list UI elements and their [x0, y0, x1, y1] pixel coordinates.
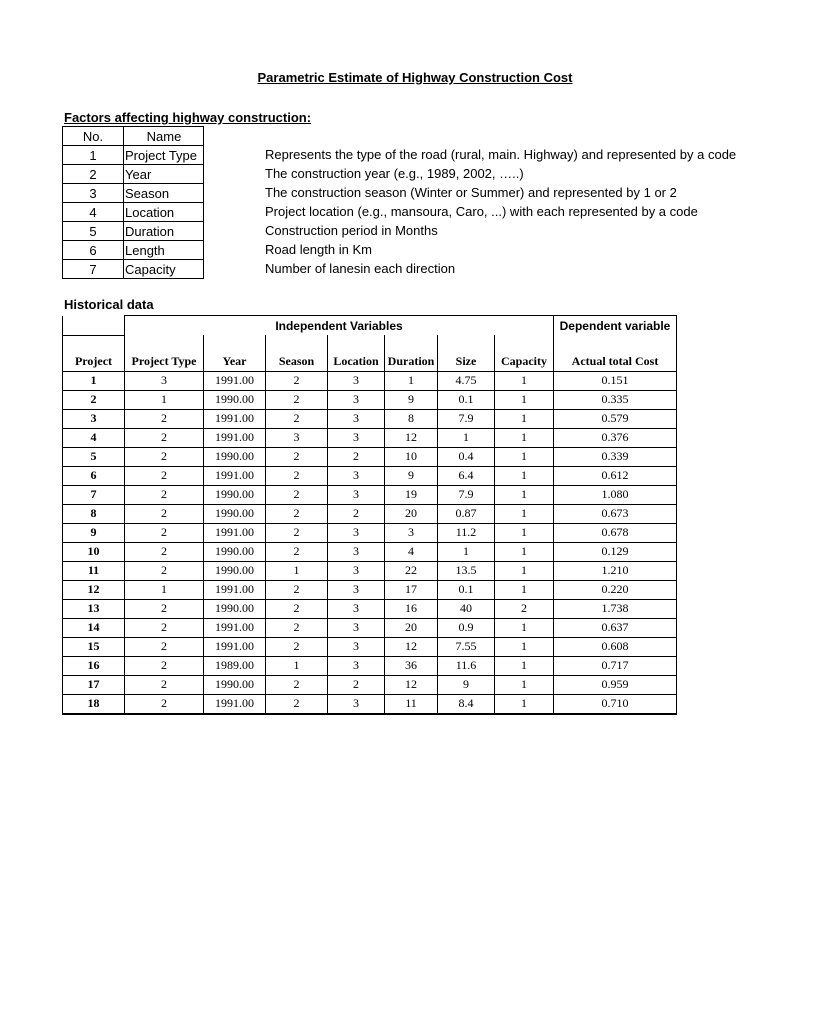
table-cell: 2 [266, 390, 328, 409]
table-row [63, 390, 677, 409]
table-cell: 1.080 [554, 485, 677, 504]
historical-header-row [63, 335, 677, 371]
factor-name: Capacity [124, 260, 204, 279]
table-cell: 1990.00 [204, 675, 266, 694]
table-cell: 13.5 [438, 561, 495, 580]
historical-heading: Historical data [64, 297, 154, 312]
project-number: 14 [63, 618, 125, 637]
table-cell: 3 [328, 466, 385, 485]
table-cell: 1990.00 [204, 485, 266, 504]
table-cell: 12 [385, 428, 438, 447]
table-cell: 1 [495, 466, 554, 485]
independent-variables-label: Independent Variables [125, 316, 554, 336]
table-cell: 0.9 [438, 618, 495, 637]
factors-col-no: No. [63, 127, 124, 146]
table-cell: 1 [495, 637, 554, 656]
table-cell: 1989.00 [204, 656, 266, 675]
table-cell: 22 [385, 561, 438, 580]
table-cell: 2 [125, 542, 204, 561]
table-row [63, 561, 677, 580]
table-cell: 2 [125, 409, 204, 428]
table-cell: 3 [328, 599, 385, 618]
table-cell: 2 [266, 504, 328, 523]
table-cell: 2 [125, 523, 204, 542]
factor-row [63, 241, 204, 260]
table-cell: 1 [438, 542, 495, 561]
factor-no: 6 [63, 241, 124, 260]
table-cell: 2 [266, 447, 328, 466]
factor-description: The construction year (e.g., 1989, 2002, …..) [265, 166, 524, 181]
table-cell: 2 [125, 504, 204, 523]
factor-no: 3 [63, 184, 124, 203]
project-number: 4 [63, 428, 125, 447]
factor-row [63, 203, 204, 222]
table-cell: 0.608 [554, 637, 677, 656]
factor-name: Year [124, 165, 204, 184]
table-cell: 1 [495, 371, 554, 390]
table-cell: 2 [125, 675, 204, 694]
table-cell: 1990.00 [204, 599, 266, 618]
page-title: Parametric Estimate of Highway Construction Cost [257, 70, 573, 85]
factor-name: Duration [124, 222, 204, 241]
table-cell: 2 [266, 466, 328, 485]
factors-table [62, 126, 204, 279]
table-cell: 17 [385, 580, 438, 599]
table-cell: 4.75 [438, 371, 495, 390]
table-cell: 2 [266, 599, 328, 618]
table-cell: 1991.00 [204, 371, 266, 390]
table-cell: 0.87 [438, 504, 495, 523]
table-cell: 1 [266, 656, 328, 675]
table-cell: 2 [266, 675, 328, 694]
table-row [63, 694, 677, 714]
project-number: 5 [63, 447, 125, 466]
table-cell: 1991.00 [204, 694, 266, 714]
column-header: Location [328, 335, 385, 371]
table-row [63, 656, 677, 675]
table-cell: 2 [125, 447, 204, 466]
historical-table [62, 315, 677, 715]
table-cell: 1 [495, 542, 554, 561]
table-cell: 1 [438, 428, 495, 447]
factor-description: Number of lanesin each direction [265, 261, 456, 276]
table-cell: 0.151 [554, 371, 677, 390]
table-cell: 1 [495, 618, 554, 637]
table-row [63, 447, 677, 466]
table-cell: 3 [266, 428, 328, 447]
factor-no: 1 [63, 146, 124, 165]
table-cell: 1.738 [554, 599, 677, 618]
table-row [63, 637, 677, 656]
column-header: Season [266, 335, 328, 371]
factor-row [63, 146, 204, 165]
table-cell: 3 [328, 523, 385, 542]
factor-description: Project location (e.g., mansoura, Caro, ...) with each represented by a code [265, 204, 698, 219]
table-cell: 9 [385, 390, 438, 409]
table-cell: 3 [385, 523, 438, 542]
table-cell: 1 [495, 409, 554, 428]
table-cell: 20 [385, 618, 438, 637]
factor-name: Season [124, 184, 204, 203]
factor-name: Project Type [124, 146, 204, 165]
table-cell: 2 [266, 580, 328, 599]
table-cell: 2 [328, 504, 385, 523]
factors-header-row [63, 127, 204, 146]
table-cell: 1 [495, 447, 554, 466]
table-cell: 7.9 [438, 485, 495, 504]
table-cell: 9 [385, 466, 438, 485]
table-cell: 4 [385, 542, 438, 561]
table-cell: 3 [328, 428, 385, 447]
table-cell: 1 [495, 561, 554, 580]
table-cell: 0.717 [554, 656, 677, 675]
table-cell: 2 [266, 618, 328, 637]
table-cell: 3 [328, 390, 385, 409]
project-number: 16 [63, 656, 125, 675]
table-cell: 12 [385, 637, 438, 656]
table-cell: 1991.00 [204, 428, 266, 447]
table-cell: 9 [438, 675, 495, 694]
table-cell: 2 [328, 447, 385, 466]
table-cell: 1991.00 [204, 409, 266, 428]
table-row [63, 523, 677, 542]
project-number: 17 [63, 675, 125, 694]
table-cell: 0.959 [554, 675, 677, 694]
column-header: Actual total Cost [554, 335, 677, 371]
table-cell: 3 [328, 542, 385, 561]
table-row [63, 580, 677, 599]
table-row [63, 618, 677, 637]
table-cell: 19 [385, 485, 438, 504]
table-cell: 2 [266, 523, 328, 542]
table-cell: 2 [125, 466, 204, 485]
table-cell: 0.710 [554, 694, 677, 714]
table-cell: 0.673 [554, 504, 677, 523]
factor-row [63, 260, 204, 279]
table-cell: 3 [328, 618, 385, 637]
table-cell: 2 [266, 371, 328, 390]
table-cell: 1991.00 [204, 580, 266, 599]
table-cell: 0.678 [554, 523, 677, 542]
table-cell: 0.579 [554, 409, 677, 428]
project-number: 12 [63, 580, 125, 599]
project-number: 3 [63, 409, 125, 428]
table-cell: 0.335 [554, 390, 677, 409]
table-cell: 0.339 [554, 447, 677, 466]
table-cell: 2 [266, 542, 328, 561]
table-cell: 1 [495, 504, 554, 523]
table-cell: 1 [266, 561, 328, 580]
table-cell: 2 [125, 485, 204, 504]
table-cell: 3 [328, 409, 385, 428]
table-cell: 12 [385, 675, 438, 694]
factor-descriptions [265, 145, 737, 278]
table-cell: 6.4 [438, 466, 495, 485]
factors-col-name: Name [124, 127, 204, 146]
table-cell: 2 [125, 618, 204, 637]
factors-heading: Factors affecting highway construction: [64, 110, 312, 125]
table-cell: 8.4 [438, 694, 495, 714]
table-cell: 16 [385, 599, 438, 618]
table-cell: 0.612 [554, 466, 677, 485]
table-cell: 1991.00 [204, 523, 266, 542]
table-cell: 1991.00 [204, 637, 266, 656]
project-number: 13 [63, 599, 125, 618]
table-cell: 1 [495, 656, 554, 675]
table-row [63, 371, 677, 390]
table-cell: 2 [266, 637, 328, 656]
factor-description: Construction period in Months [265, 223, 438, 238]
table-cell: 0.4 [438, 447, 495, 466]
project-number: 7 [63, 485, 125, 504]
table-cell: 1 [495, 523, 554, 542]
table-cell: 1990.00 [204, 447, 266, 466]
table-row [63, 485, 677, 504]
factor-description: Road length in Km [265, 242, 372, 257]
table-cell: 2 [266, 409, 328, 428]
table-cell: 0.220 [554, 580, 677, 599]
dependent-variable-label: Dependent variable [554, 316, 677, 336]
table-cell: 3 [328, 656, 385, 675]
project-number: 10 [63, 542, 125, 561]
table-cell: 8 [385, 409, 438, 428]
table-cell: 1990.00 [204, 542, 266, 561]
factor-name: Length [124, 241, 204, 260]
project-number: 18 [63, 694, 125, 714]
factor-description: The construction season (Winter or Summer) and represented by 1 or 2 [265, 185, 677, 200]
table-cell: 3 [328, 561, 385, 580]
table-cell: 1 [495, 675, 554, 694]
factor-no: 2 [63, 165, 124, 184]
column-header: Year [204, 335, 266, 371]
table-cell: 1 [125, 390, 204, 409]
table-cell: 0.1 [438, 580, 495, 599]
table-cell: 2 [266, 694, 328, 714]
table-cell: 1 [495, 390, 554, 409]
project-number: 1 [63, 371, 125, 390]
table-row [63, 466, 677, 485]
table-cell: 1 [495, 485, 554, 504]
table-cell: 0.129 [554, 542, 677, 561]
table-cell: 2 [125, 656, 204, 675]
variable-group-row [63, 316, 677, 336]
column-header: Project Type [125, 335, 204, 371]
table-cell: 2 [125, 428, 204, 447]
table-cell: 7.55 [438, 637, 495, 656]
factor-row [63, 184, 204, 203]
factor-no: 7 [63, 260, 124, 279]
table-cell: 10 [385, 447, 438, 466]
project-number: 8 [63, 504, 125, 523]
table-cell: 2 [125, 599, 204, 618]
table-row [63, 504, 677, 523]
project-number: 2 [63, 390, 125, 409]
factor-description: Represents the type of the road (rural, main. Highway) and represented by a code [265, 147, 737, 162]
factor-no: 4 [63, 203, 124, 222]
project-number: 11 [63, 561, 125, 580]
table-cell: 3 [328, 637, 385, 656]
table-cell: 36 [385, 656, 438, 675]
table-row [63, 542, 677, 561]
column-header: Size [438, 335, 495, 371]
table-row [63, 675, 677, 694]
table-cell: 0.637 [554, 618, 677, 637]
column-header: Capacity [495, 335, 554, 371]
table-cell: 11.6 [438, 656, 495, 675]
table-cell: 1 [125, 580, 204, 599]
table-cell: 1 [495, 428, 554, 447]
table-cell: 2 [266, 485, 328, 504]
table-cell: 0.1 [438, 390, 495, 409]
table-cell: 1990.00 [204, 504, 266, 523]
table-row [63, 599, 677, 618]
table-cell: 1 [495, 580, 554, 599]
table-cell: 2 [125, 561, 204, 580]
table-cell: 1990.00 [204, 561, 266, 580]
column-header: Project [63, 335, 125, 371]
project-number: 9 [63, 523, 125, 542]
table-cell: 0.376 [554, 428, 677, 447]
table-cell: 2 [125, 637, 204, 656]
project-number: 6 [63, 466, 125, 485]
column-header: Duration [385, 335, 438, 371]
table-row [63, 409, 677, 428]
factor-row [63, 222, 204, 241]
table-cell: 11 [385, 694, 438, 714]
table-cell: 3 [328, 694, 385, 714]
table-cell: 1991.00 [204, 618, 266, 637]
table-cell: 1.210 [554, 561, 677, 580]
factor-row [63, 165, 204, 184]
table-cell: 1991.00 [204, 466, 266, 485]
table-cell: 20 [385, 504, 438, 523]
table-row [63, 428, 677, 447]
table-cell: 2 [328, 675, 385, 694]
project-number: 15 [63, 637, 125, 656]
table-cell: 3 [328, 371, 385, 390]
table-cell: 3 [328, 485, 385, 504]
table-cell: 1 [495, 694, 554, 714]
table-cell: 3 [125, 371, 204, 390]
table-cell: 40 [438, 599, 495, 618]
factor-no: 5 [63, 222, 124, 241]
table-cell: 3 [328, 580, 385, 599]
table-cell: 7.9 [438, 409, 495, 428]
table-cell: 11.2 [438, 523, 495, 542]
table-cell: 1 [385, 371, 438, 390]
table-cell: 1990.00 [204, 390, 266, 409]
table-cell: 2 [495, 599, 554, 618]
factor-name: Location [124, 203, 204, 222]
table-cell: 2 [125, 694, 204, 714]
